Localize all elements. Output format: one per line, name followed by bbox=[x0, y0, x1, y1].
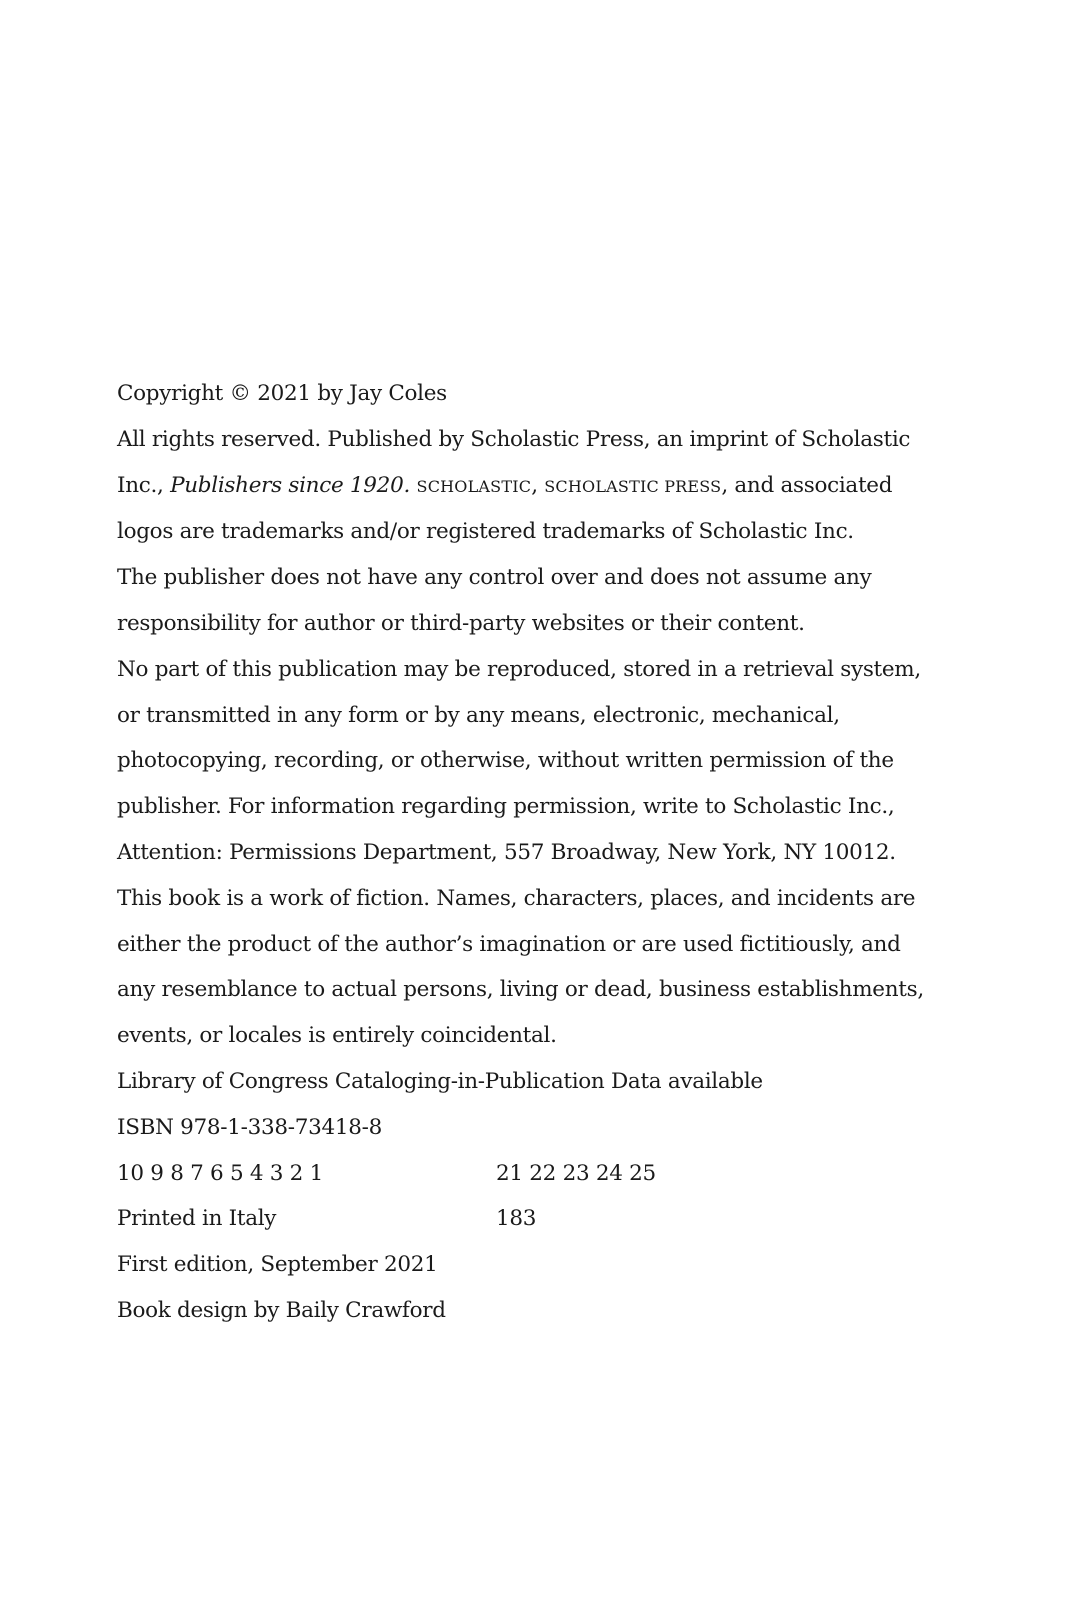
copyright-notice: Copyright © 2021 by Jay Coles bbox=[117, 381, 447, 406]
publishers-since-italic: Publishers since 1920. bbox=[170, 472, 410, 498]
reproduction-line-3: photocopying, recording, or otherwise, without written permission of the bbox=[117, 748, 894, 774]
rights-line-2-pre: Inc., bbox=[117, 472, 171, 498]
reproduction-line-2: or transmitted in any form or by any means, electronic, mechanical, bbox=[117, 702, 840, 728]
rights-line-1: All rights reserved. Published by Scholastic Press, an imprint of Scholastic bbox=[117, 426, 911, 452]
reproduction-line-4: publisher. For information regarding permission, write to Scholastic Inc., bbox=[117, 794, 895, 820]
printed-in: Printed in Italy bbox=[117, 1206, 277, 1232]
reproduction-line-1: No part of this publication may be reproduced, stored in a retrieval system, bbox=[117, 656, 921, 682]
rights-comma: , bbox=[531, 472, 545, 498]
scholastic-press-trademark: SCHOLASTIC PRESS bbox=[544, 476, 722, 496]
rights-line-3: logos are trademarks and/or registered trademarks of Scholastic Inc. bbox=[117, 519, 854, 545]
scholastic-trademark: SCHOLASTIC bbox=[416, 476, 532, 496]
edition: First edition, September 2021 bbox=[117, 1252, 438, 1278]
fiction-line-4: events, or locales is entirely coincidental. bbox=[117, 1023, 557, 1049]
fiction-line-1: This book is a work of fiction. Names, characters, places, and incidents are bbox=[117, 885, 916, 911]
publisher-disclaimer-line-2: responsibility for author or third-party websites or their content. bbox=[117, 610, 805, 636]
rights-line-2 bbox=[117, 463, 937, 510]
reproduction-line-5: Attention: Permissions Department, 557 Broadway, New York, NY 10012. bbox=[117, 839, 896, 865]
printed-in-row bbox=[117, 1196, 937, 1242]
cip-statement: Library of Congress Cataloging-in-Publication Data available bbox=[117, 1068, 763, 1094]
fiction-line-2: either the product of the author’s imagination or are used fictitiously, and bbox=[117, 931, 901, 957]
rights-line-2-post: , and associated bbox=[721, 472, 893, 498]
book-design-credit: Book design by Baily Crawford bbox=[117, 1297, 446, 1323]
copyright-block bbox=[117, 371, 937, 1334]
isbn: ISBN 978-1-338-73418-8 bbox=[117, 1114, 382, 1140]
publisher-disclaimer-line-1: The publisher does not have any control over and does not assume any bbox=[117, 565, 872, 591]
print-line-row bbox=[117, 1151, 937, 1197]
print-line: 10 9 8 7 6 5 4 3 2 1 bbox=[117, 1160, 323, 1186]
printer-code: 183 bbox=[496, 1206, 537, 1232]
fiction-line-3: any resemblance to actual persons, living or dead, business establishments, bbox=[117, 977, 924, 1003]
year-line: 21 22 23 24 25 bbox=[496, 1160, 656, 1186]
